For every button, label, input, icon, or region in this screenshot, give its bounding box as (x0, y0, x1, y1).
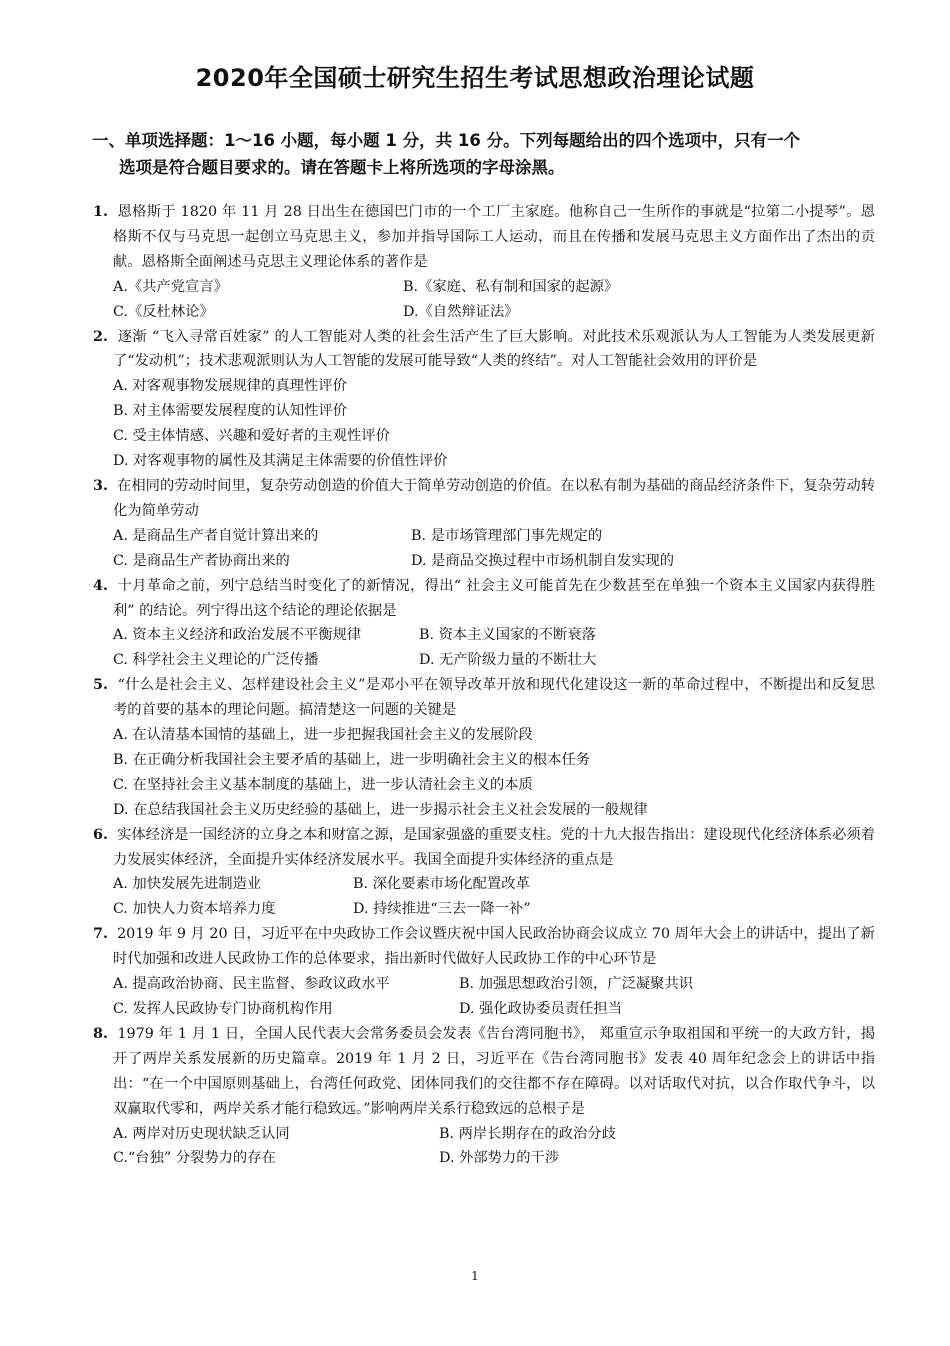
option-d[interactable]: D. 无产阶级力量的不断壮大 (419, 652, 597, 669)
question-list (93, 200, 875, 1171)
option-group (93, 723, 875, 823)
page-number: 1 (471, 1269, 479, 1283)
question-number: 2. (93, 328, 108, 345)
option-b[interactable]: B. 是市场管理部门事先规定的 (411, 527, 603, 544)
option-a[interactable]: A. 对客观事物发展规律的真理性评价 (113, 378, 347, 395)
option-a[interactable]: A. 加快发展先进制造业 (113, 876, 262, 893)
question-text: “什么是社会主义、怎样建设社会主义”是邓小平在领导改革开放和现代化建设这一新的革命过程中，不断提出和反复思考的首要的基本的理论问题。搞清楚这一问题的关键是 (113, 677, 875, 719)
option-b[interactable]: B. 对主体需要发展程度的认知性评价 (113, 403, 348, 420)
option-c[interactable]: C.“台独” 分裂势力的存在 (113, 1150, 276, 1167)
question-stem (93, 474, 875, 524)
option-group (93, 972, 875, 1022)
option-d[interactable]: D. 外部势力的干涉 (439, 1150, 560, 1167)
option-d[interactable]: D. 持续推进“三去一降一补” (353, 901, 531, 918)
option-group (93, 524, 875, 574)
question-number: 1. (93, 204, 108, 220)
option-d[interactable]: D. 是商品交换过程中市场机制自发实现的 (411, 552, 675, 569)
option-c[interactable]: C.《反杜林论》 (113, 303, 214, 320)
option-a[interactable]: A. 是商品生产者自觉计算出来的 (113, 527, 319, 544)
question-text: 十月革命之前，列宁总结当时变化了的新情况，得出“ 社会主义可能首先在少数甚至在单独一个资本主义国家内获得胜利” 的结论。列宁得出这个结论的理论依据是 (113, 577, 875, 619)
question-text: 逐渐 “飞入寻常百姓家” 的人工智能对人类的社会生活产生了巨大影响。对此技术乐观派认为人工智能为人类发展更新了“发动机”；技术悲观派则认为人工智能的发展可能导致“人类的终结”。对人工智能社会效用的评价是 (113, 328, 875, 370)
question-4 (93, 574, 875, 674)
option-b[interactable]: B. 在正确分析我国社会主要矛盾的基础上，进一步明确社会主义的根本任务 (113, 751, 591, 768)
option-group (93, 1122, 875, 1172)
question-number: 3. (93, 477, 108, 494)
question-text: 1979 年 1 月 1 日，全国人民代表大会常务委员会发表《告台湾同胞书》， 郑重宣示争取祖国和平统一的大政方针，揭开了两岸关系发展新的历史篇章。2019 年 1 月 2 日，习近平在《告台湾同胞书》发表 40 周年纪念会上的讲话中指出：“在一个中国原则基础上，台湾任何政党、团体同我们的交往都不存在障碍。以对话取代对抗，以合作取代争斗，以双赢取代零和，两岸关系才能行稳致远。”影响两岸关系行稳致远的总根子是 (113, 1025, 875, 1117)
option-b[interactable]: B. 深化要素市场化配置改革 (353, 876, 530, 893)
option-b[interactable]: B.《家庭、私有制和国家的起源》 (403, 278, 619, 295)
page-title: 2020年全国硕士研究生招生考试思想政治理论试题 (195, 64, 755, 92)
option-d[interactable]: D. 强化政协委员责任担当 (459, 1001, 623, 1017)
option-group (93, 872, 875, 922)
question-number: 5. (93, 677, 108, 694)
question-stem (93, 1022, 875, 1122)
option-group (93, 623, 875, 673)
option-a[interactable]: A. 两岸对历史现状缺乏认同 (113, 1125, 290, 1142)
question-text: 恩格斯于 1820 年 11 月 28 日出生在德国巴门市的一个工厂主家庭。他称自己一生所作的事就是“拉第二小提琴”。恩格斯不仅与马克思一起创立马克思主义，参加并指导国际工人运动，而且在传播和发展马克思主义方面作出了杰出的贡献。恩格斯全面阐述马克思主义理论体系的著作是 (113, 204, 876, 270)
option-a[interactable]: A. 提高政治协商、民主监督、参政议政水平 (113, 976, 390, 993)
question-stem (93, 574, 875, 624)
question-text: 实体经济是一国经济的立身之本和财富之源，是国家强盛的重要支柱。党的十九大报告指出：建设现代化经济体系必须着力发展实体经济，全面提升实体经济发展水平。我国全面提升实体经济的重点是 (113, 826, 876, 868)
question-5 (93, 673, 875, 822)
question-number: 7. (93, 926, 108, 943)
question-number: 4. (93, 577, 108, 594)
question-7 (93, 922, 875, 1022)
option-b[interactable]: B. 加强思想政治引领，广泛凝聚共识 (459, 976, 694, 993)
option-group (93, 374, 875, 474)
option-c[interactable]: C. 发挥人民政协专门协商机构作用 (113, 1001, 333, 1017)
question-8 (93, 1022, 875, 1171)
option-c[interactable]: C. 科学社会主义理论的广泛传播 (113, 652, 319, 669)
question-stem (93, 325, 875, 375)
question-stem (93, 823, 875, 873)
option-c[interactable]: C. 受主体情感、兴趣和爱好者的主观性评价 (113, 428, 390, 445)
question-3 (93, 474, 875, 574)
option-a[interactable]: A.《共产党宣言》 (113, 278, 228, 295)
option-a[interactable]: A. 资本主义经济和政治发展不平衡规律 (113, 627, 362, 644)
question-stem (93, 922, 875, 972)
option-b[interactable]: B. 两岸长期存在的政治分歧 (439, 1125, 616, 1142)
question-6 (93, 823, 875, 923)
option-group (93, 275, 875, 325)
option-d[interactable]: D. 对客观事物的属性及其满足主体需要的价值性评价 (113, 453, 448, 470)
question-stem (93, 200, 875, 275)
question-1 (93, 200, 875, 325)
option-c[interactable]: C. 加快人力资本培养力度 (113, 901, 276, 918)
question-2 (93, 325, 875, 474)
question-text: 在相同的劳动时间里，复杂劳动创造的价值大于简单劳动创造的价值。在以私有制为基础的商品经济条件下，复杂劳动转化为简单劳动 (113, 477, 876, 519)
question-number: 8. (93, 1025, 108, 1042)
section-instructions (92, 127, 877, 181)
option-c[interactable]: C. 是商品生产者协商出来的 (113, 552, 290, 569)
option-b[interactable]: B. 资本主义国家的不断衰落 (419, 627, 596, 644)
section-instructions-line1: 一、单项选择题：1～16 小题，每小题 1 分，共 16 分。下列每题给出的四个选项中，只有一个 (92, 131, 801, 150)
section-instructions-line2: 选项是符合题目要求的。请在答题卡上将所选项的字母涂黑。 (119, 158, 565, 177)
option-d[interactable]: D.《自然辩证法》 (403, 303, 519, 320)
option-d[interactable]: D. 在总结我国社会主义历史经验的基础上，进一步揭示社会主义社会发展的一般规律 (113, 801, 648, 818)
question-number: 6. (93, 826, 108, 843)
question-stem (93, 673, 875, 723)
option-a[interactable]: A. 在认清基本国情的基础上，进一步把握我国社会主义的发展阶段 (113, 727, 533, 744)
question-text: 2019 年 9 月 20 日，习近平在中央政协工作会议暨庆祝中国人民政治协商会议成立 70 周年大会上的讲话中，提出了新时代加强和改进人民政协工作的总体要求，指出新时代做好人民政协工作的中心环节是 (113, 926, 875, 968)
option-c[interactable]: C. 在坚持社会主义基本制度的基础上，进一步认清社会主义的本质 (113, 776, 533, 793)
